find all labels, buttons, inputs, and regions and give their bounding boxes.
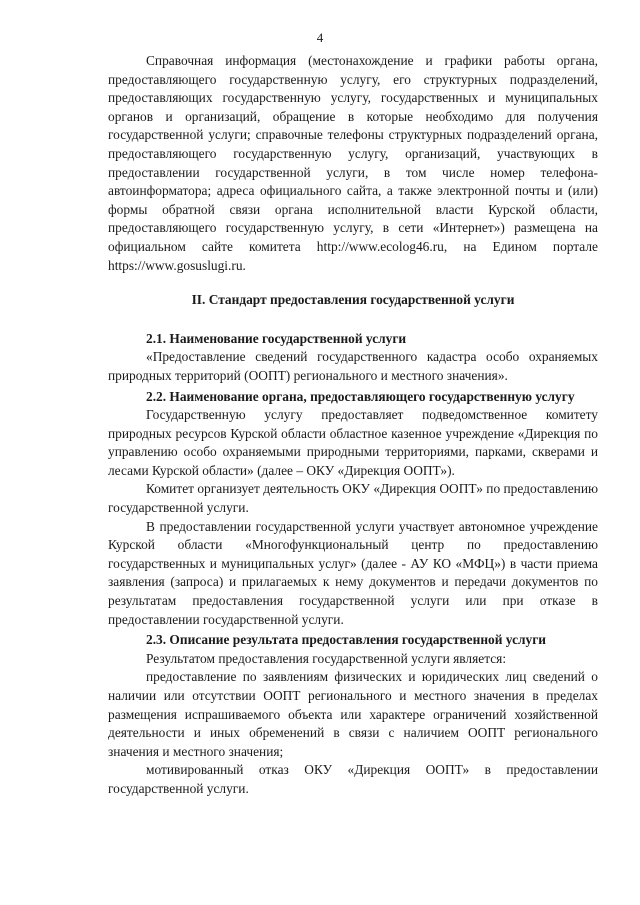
subsection-2-3-paragraph-3: мотивированный отказ ОКУ «Дирекция ООПТ» в предоставлении государственной услуги. [108, 762, 598, 796]
subsection-2-3-paragraph-2: предоставление по заявлениям физических и юридических лиц сведений о наличии или отсутствии ООПТ регионального и местного значения в пределах размещения испрашиваемого объекта или характере ограничений хозяйственной деятельности и иных обременений в связи с наличием ООПТ регионального значения и местного значения; [108, 669, 598, 759]
subsection-2-3-heading: 2.3. Описание результата предоставления государственной услуги [146, 632, 547, 648]
document-body [108, 52, 598, 799]
subsection-2-2-heading: 2.2. Наименование органа, предоставляющего государственную услугу [146, 388, 575, 404]
intro-paragraph: Справочная информация (местонахождение и графики работы органа, предоставляющего государственную услугу, его структурных подразделений, предоставляющих государственную услугу, государственных и муниципальных органов и организаций, обращение в которые необходимо для получения государственной услуги; справочные телефоны структурных подразделений органа, предоставляющего государственную услугу, организаций, участвующих в предоставлении государственной услуги, в том числе номер телефона-автоинформатора; адреса официального сайта, а также электронной почты и (или) формы обратной связи органа исполнительной власти Курской области, предоставляющего государственную услугу, в сети «Интернет») размещена на официальном сайте комитета http://www.ecolog46.ru, на Едином портале https://www.gosuslugi.ru. [108, 53, 598, 273]
page-number: 4 [316, 30, 324, 45]
subsection-2-2-paragraph-1: Государственную услугу предоставляет подведомственное комитету природных ресурсов Курской области областное казенное учреждение «Дирекция по управлению особо охраняемыми природными территориями, парками, скверами и лесами Курской области» (далее – ОКУ «Дирекция ООПТ»). [108, 407, 598, 478]
subsection-2-2-paragraph-3: В предоставлении государственной услуги участвует автономное учреждение Курской области «Многофункциональный центр по предоставлению государственных и муниципальных услуг» (далее - АУ КО «МФЦ») в части приема заявления (запроса) и прилагаемых к нему документов и передачи документов по результатам предоставления государственной услуги или при отказе в предоставлении государственной услуги. [108, 518, 598, 627]
section-title: II. Стандарт предоставления государственной услуги [191, 292, 515, 308]
subsection-2-2-paragraph-2: Комитет организует деятельность ОКУ «Дирекция ООПТ» по предоставлению государственной услуги. [108, 481, 598, 516]
subsection-2-3-paragraph-1: Результатом предоставления государственной услуги является: [146, 650, 507, 666]
subsection-2-1-text: «Предоставление сведений государственного кадастра особо охраняемых природных территорий (ООПТ) регионального и местного значения». [108, 349, 598, 383]
subsection-2-1-heading: 2.1. Наименование государственной услуги [146, 330, 407, 346]
